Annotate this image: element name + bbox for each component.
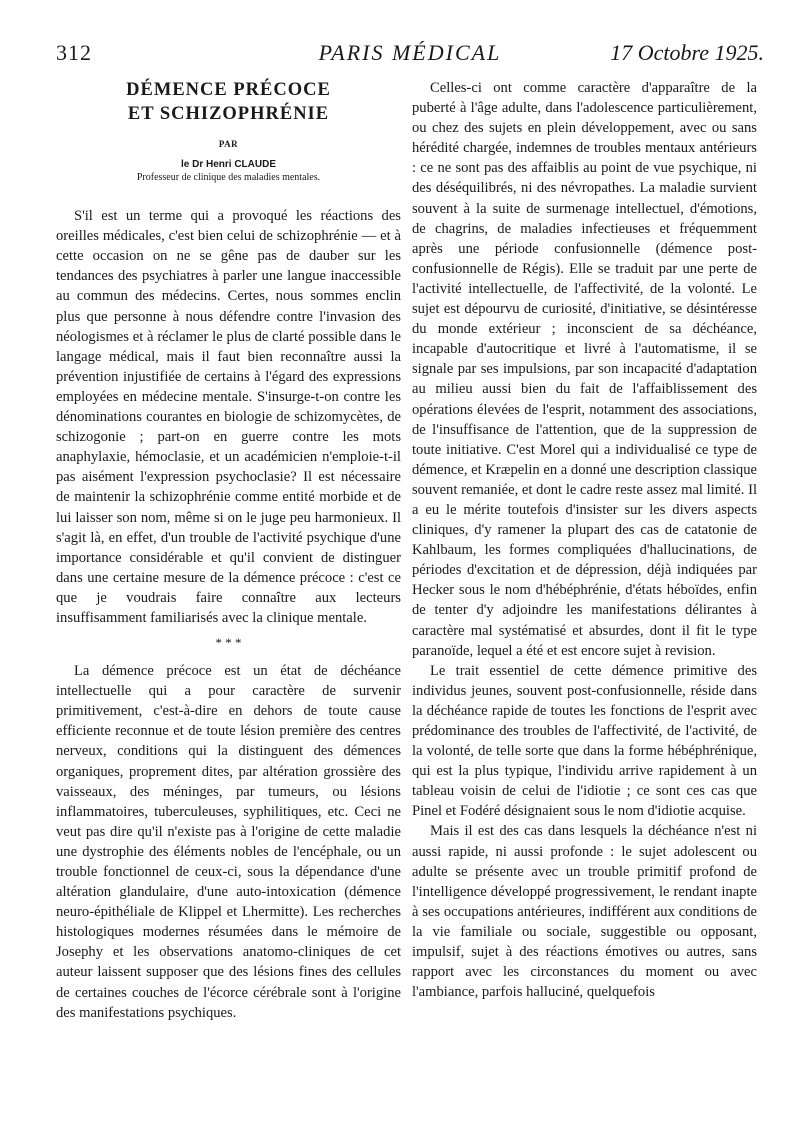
byline-par: PAR [218, 139, 239, 149]
paragraph: Le trait essentiel de cette démence primitive des individus jeunes, souvent post-confusionnelle, réside dans la déchéance rapide de toutes les fonctions de l'esprit avec prédominance des troubles de l'affectivité, de l'activité, de la volonté, de telle sorte que dans la forme hébéphrénique, qui est la plus typique, l'individu arrive rapidement à un tableau voisin de celui de l'idiotie ; ce sont ces cas que Pinel et Fodéré désignaient sous le nom d'idiotie acquise. [412, 662, 757, 820]
asterism-divider: * * * [215, 635, 242, 651]
running-head [56, 40, 764, 68]
article-title [56, 78, 401, 126]
left-column [56, 78, 401, 1023]
paragraph: Mais il est des cas dans lesquels la déchéance n'est ni aussi rapide, ni aussi profonde : le sujet adolescent ou adulte se présente avec un trouble primitif profond de l'intelligence développé progressivement, le rendant inapte à ses occupations antérieures, indifférent aux conditions de la vie familiale ou sociale, suggestible ou opposant, impulsif, sujet à des réactions émotives ou autres, sans rapport avec les circonstances du moment ou avec l'ambiance, parfois halluciné, quelquefois [412, 823, 757, 1001]
right-column [412, 78, 757, 1002]
page-number: 312 [56, 40, 92, 65]
paragraph: La démence précoce est un état de déchéance intellectuelle qui a pour caractère de survenir primitivement, c'est-à-dire en dehors de toute cause efficiente reconnue et de toute lésion première des centres nerveux, conditions qui la distinguent des démences organiques, proprement dites, par altération grossière des vaisseaux, des méninges, par tumeurs, ou lésions inflammatoires, tuberculeuses, syphilitiques, etc. Ceci ne veut pas dire qu'il n'existe pas à l'origine de cette maladie une dystrophie des éléments nobles de l'encéphale, ou un trouble fonctionnel de ceux-ci, sous la dépendance d'une altération glandulaire, d'une auto-intoxication (démence neuro-épithéliale de Klippel et Lhermitte). Les recherches histologiques modernes résumées dans le mémoire de Josephy et les observations anatomo-cliniques de cet auteur laissent supposer que des lésions fines des cellules de certaines couches de l'écorce cérébrale sont à l'origine des manifestations psychiques. [56, 663, 401, 1021]
title-line-1: DÉMENCE PRÉCOCE [126, 80, 331, 100]
paragraph: Celles-ci ont comme caractère d'apparaître de la puberté à l'âge adulte, dans l'adolescence particulièrement, ou chez des sujets en plein développement, avec ou sans hérédité chargée, indemnes de troubles mentaux antérieurs : ce ne sont pas des affaiblis au point de vue psychique, ni des déséquilibrés, ni des névropathes. La maladie survient souvent à la suite de surmenage intellectuel, d'émotions, de chagrins, de maladies infectieuses et fréquemment après une période confusionnelle (démence post-confusionnelle de Régis). Elle se traduit par une perte de l'activité intellectuelle, de l'affectivité, de la volonté. Le sujet est dépourvu de curiosité, d'initiative, se désintéresse du monde extérieur ; inconscient de sa déchéance, incapable d'autocritique et livré à l'automatisme, il se signale par ses impulsions, par son incapacité d'adaptation au milieu aussi bien du fait de l'affaiblissement des opérations élevées de l'esprit, notamment des associations, de l'insuffisance de l'attention, que de la suppression de toute initiative. C'est Morel qui a individualisé ce type de démence, et Kræpelin en a donné une description classique souvent remaniée, et dont le cadre reste assez mal limité. Il a eu le mérite toutefois d'insister sur les divers aspects cliniques, d'y ramener la plupart des cas de catatonie de Kahlbaum, les formes compliquées d'hallucinations, de périodes d'excitation et de dépression, déjà indiquées par Hecker sous le nom d'hébéphrénie, d'états héboïdes, enfin de tenter d'y adjoindre les manifestations délirantes à caractère mal systématisé et absurdes, dont il fit le type paranoïde, lequel a été et est encore sujet à revision. [412, 80, 757, 659]
journal-title: PARIS MÉDICAL [318, 40, 502, 65]
paragraph: S'il est un terme qui a provoqué les réactions des oreilles médicales, c'est bien celui de schizophrénie — et à cette occasion on ne se gêne pas de dauber sur les tendances des psychiatres à parler une langue inaccessible au commun des médecins. Certes, nous sommes enclin plus que personne à nous défendre contre l'invasion des néologismes et à réclamer le plus de clarté possible dans le langage médical, mais il faut bien reconnaître aussi la prévention injustifiée de certains à l'égard des expressions employées en médecine mentale. S'insurge-t-on contre les dénominations courantes en biologie de schizomycètes, de schizogonie ; part-on en guerre contre les mots anaphylaxie, hémoclasie, et un académicien n'emploie-t-il pas aisément l'expression psychoclasie? Il est nécessaire de maintenir la schizophrénie comme entité morbide et de lui laisser son nom, même si on le juge peu harmonieux. Il s'agit là, en effet, d'un trouble de l'activité psychique d'une importance considérable et qu'il convient de distinguer dans une certaine mesure de la démence précoce : c'est ce que je voudrais faire connaître aux lecteurs insuffisamment familiarisés avec la clinique mentale. [56, 208, 401, 626]
issue-date: 17 Octobre 1925. [610, 40, 764, 65]
title-line-2: ET SCHIZOPHRÉNIE [127, 104, 330, 124]
author-affiliation: Professeur de clinique des maladies mentales. [136, 172, 321, 184]
author-name: le Dr Henri CLAUDE [180, 159, 276, 171]
